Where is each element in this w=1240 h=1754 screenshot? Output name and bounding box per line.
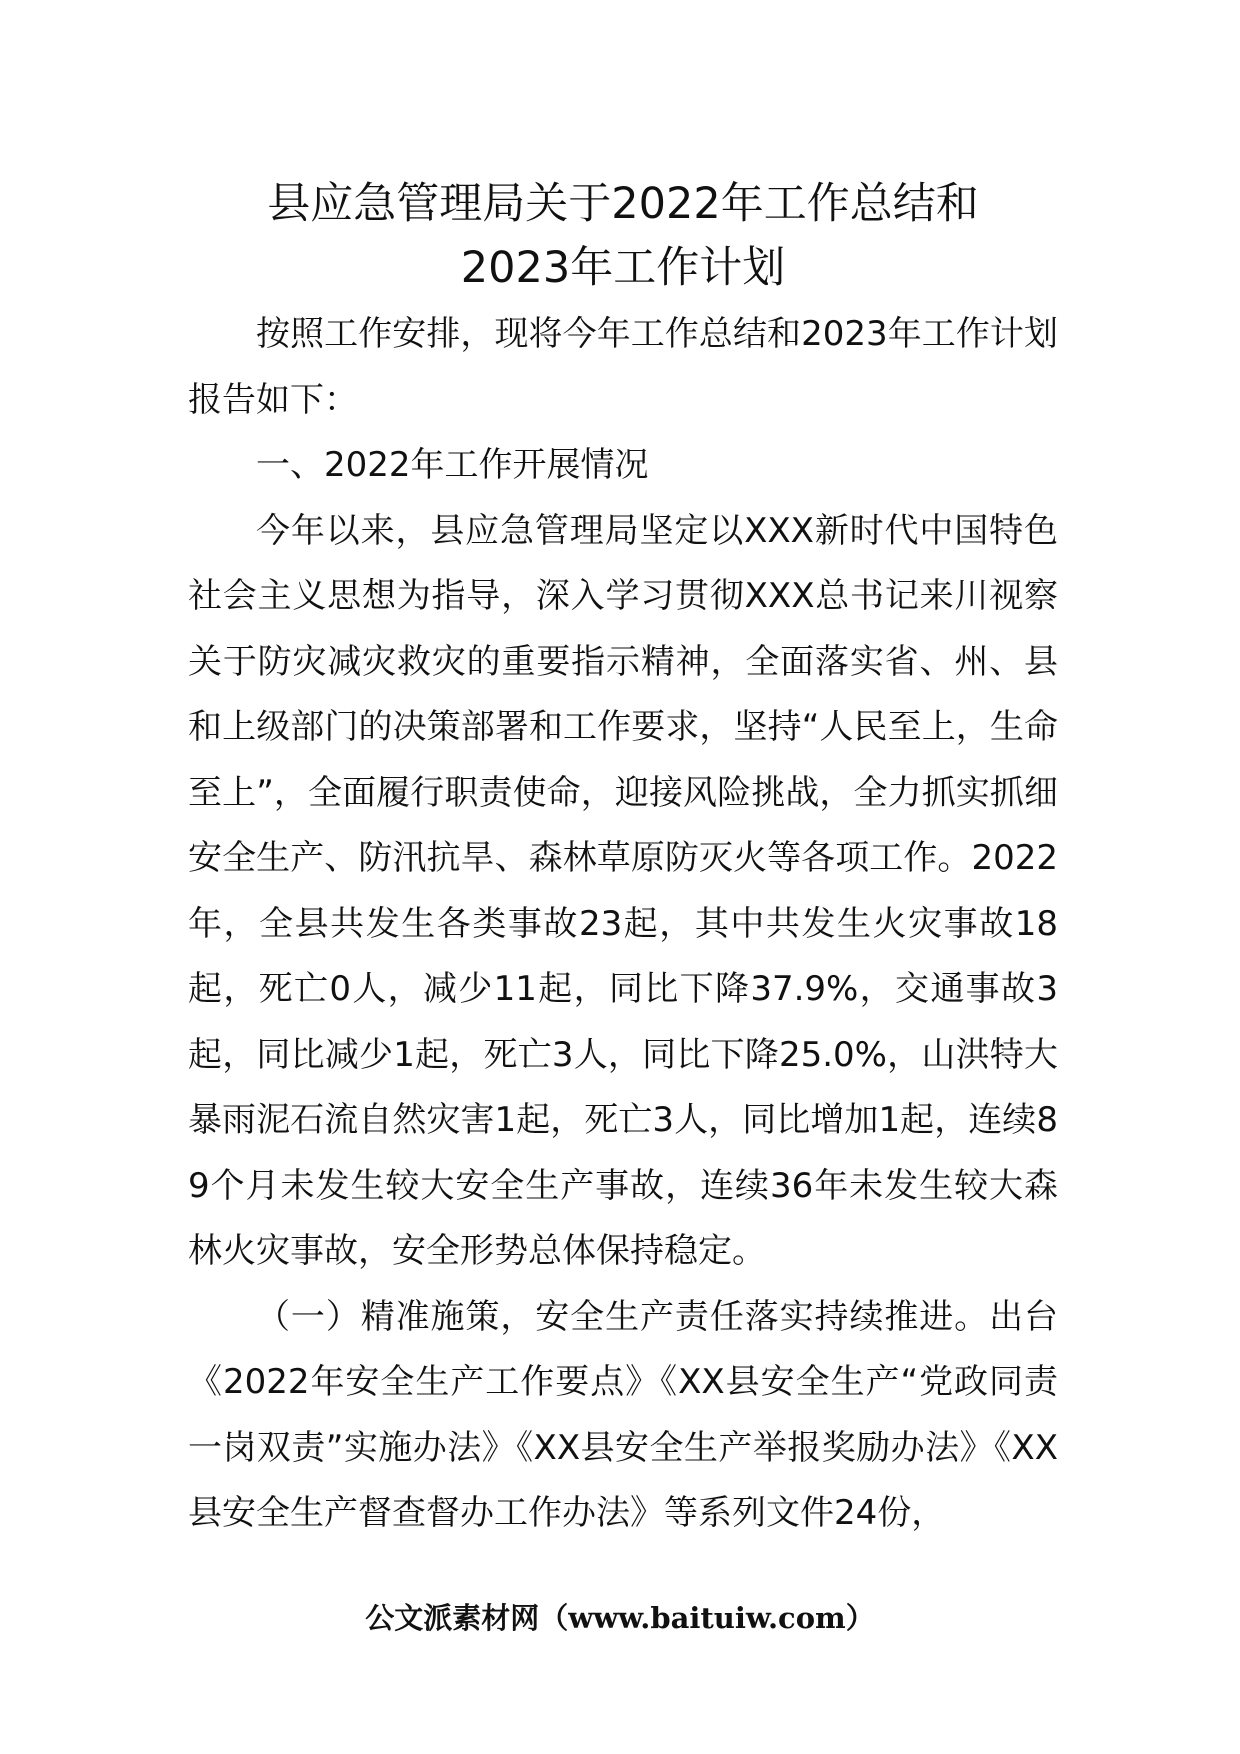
section-heading-1: 一、2022年工作开展情况	[256, 445, 649, 485]
document-page	[188, 172, 1058, 1547]
document-title	[188, 172, 1058, 300]
title-line-2: 2023年工作计划	[460, 243, 786, 293]
body-paragraph-1: 今年以来，县应急管理局坚定以XXX新时代中国特色社会主义思想为指导，深入学习贯彻XXX总书记来川视察关于防灾减灾救灾的重要指示精神，全面落实省、州、县和上级部门的决策部署和工作要求，坚持“人民至上，生命至上”，全面履行职责使命，迎接风险挑战，全力抓实抓细安全生产、防汛抗旱、森林草原防灭火等各项工作。2022年，全县共发生各类事故23起，其中共发生火灾事故18起，死亡0人，减少11起，同比下降37.9%，交通事故3起，同比减少1起，死亡3人，同比下降25.0%，山洪特大暴雨泥石流自然灾害1起，死亡3人，同比增加1起，连续89个月未发生较大安全生产事故，连续36年未发生较大森林火灾事故，安全形势总体保持稳定。	[188, 510, 1058, 1271]
body-paragraph-2: （一）精准施策，安全生产责任落实持续推进。出台《2022年安全生产工作要点》《XX县安全生产“党政同责一岗双责”实施办法》《XX县安全生产举报奖励办法》《XX县安全生产督查督办工作办法》等系列文件24份，	[188, 1296, 1058, 1533]
intro-paragraph: 按照工作安排，现将今年工作总结和2023年工作计划报告如下：	[188, 314, 1058, 420]
footer-watermark: 公文派素材网（www.baituiw.com）	[365, 1601, 875, 1635]
title-line-1: 县应急管理局关于2022年工作总结和	[267, 179, 979, 229]
